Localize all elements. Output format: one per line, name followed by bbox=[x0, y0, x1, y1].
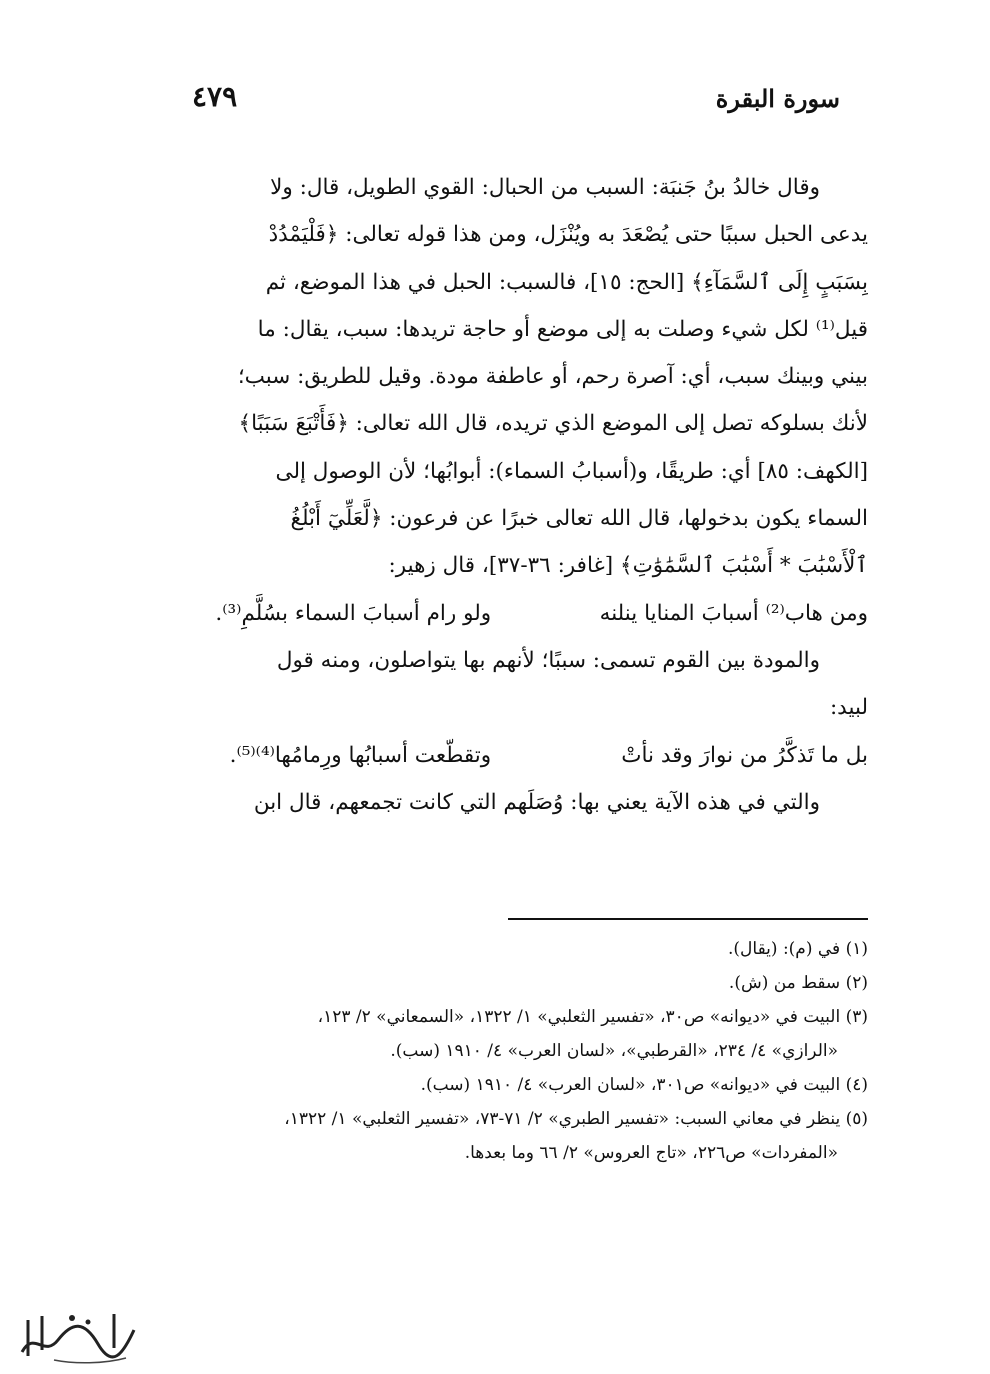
main-text bbox=[130, 164, 868, 826]
footnote-4: (٤) البيت في «ديوانه» ص٣٠١، «لسان العرب» ٤/ ١٩١٠ (سب). bbox=[420, 1075, 868, 1095]
text-line: ٱلْأَسْبَٰبَ * أَسْبَٰبَ ٱلسَّمَٰوَٰتِ﴾ [غافر: ٣٦-٣٧]، قال زهير: bbox=[388, 553, 868, 579]
text-line: لبيد: bbox=[829, 695, 868, 721]
text-line: بِسَبَبٍ إِلَى ٱلسَّمَآءِ﴾ [الحج: ١٥]، فالسبب: الحبل في هذا الموضع، ثم bbox=[265, 269, 868, 295]
text-line: والمودة بين القوم تسمى: سببًا؛ لأنهم بها يتواصلون، ومنه قول bbox=[276, 647, 820, 673]
page-header bbox=[192, 80, 840, 124]
text-line: [الكهف: ٨٥] أي: طريقًا، و(أسبابُ السماء): أبوابُها؛ لأن الوصول إلى bbox=[275, 458, 868, 484]
verse-second-half: وتقطّعت أسبابُها ورِمامُها⁽⁴⁾⁽⁵⁾. bbox=[229, 742, 492, 768]
footnote-3: (٣) البيت في «ديوانه» ص٣٠، «تفسير الثعلبي» ١/ ١٣٢٢، «السمعاني» ٢/ ١٢٣، bbox=[317, 1007, 868, 1027]
footnote-5: (٥) ينظر في معاني السبب: «تفسير الطبري» ٢/ ٧١-٧٣، «تفسير الثعلبي» ١/ ١٣٢٢، bbox=[284, 1109, 868, 1129]
text-line: والتي في هذه الآية يعني بها: وُصَلَهم التي كانت تجمعهم، قال ابن bbox=[253, 789, 820, 815]
footnote-1: (١) في (م): (يقال). bbox=[728, 939, 868, 959]
text-line: بيني وبينك سبب، أي: آصرة رحم، أو عاطفة مودة. وقيل للطريق: سبب؛ bbox=[237, 364, 868, 390]
text-line: لأنك بسلوكه تصل إلى الموضع الذي تريده، قال الله تعالى: ﴿فَأَتْبَعَ سَبَبًا﴾ bbox=[238, 411, 868, 437]
publisher-logo bbox=[14, 1300, 140, 1368]
page-number: ٤٧٩ bbox=[192, 80, 238, 113]
footnote-5-continuation: «المفردات» ص٢٢٦، «تاج العروس» ٢/ ٦٦ وما بعدها. bbox=[464, 1143, 838, 1163]
poetry-verse bbox=[130, 732, 868, 779]
verse-first-half: ومن هاب⁽²⁾ أسبابَ المنايا ينلنه bbox=[599, 600, 868, 626]
text-line: يدعى الحبل سببًا حتى يُصْعَدَ به ويُنْزَل، ومن هذا قوله تعالى: ﴿فَلْيَمْدُدْ bbox=[268, 222, 868, 248]
verse-first-half: بل ما تَذكَّرُ من نوارَ وقد نأتْ bbox=[621, 742, 868, 768]
footnote-3-continuation: «الرازي» ٤/ ٢٣٤، «القرطبي»، «لسان العرب» ٤/ ١٩١٠ (سب). bbox=[390, 1041, 838, 1061]
text-line: السماء يكون بدخولها، قال الله تعالى خبرًا عن فرعون: ﴿لَّعَلِّيٓ أَبْلُغُ bbox=[290, 506, 868, 532]
footnotes bbox=[130, 932, 868, 1170]
poetry-verse bbox=[130, 590, 868, 637]
text-line: قيل⁽¹⁾ لكل شيء وصلت به إلى موضع أو حاجة تريدها: سبب، يقال: ما bbox=[257, 316, 868, 342]
text-line: وقال خالدُ بنُ جَنبَة: السبب من الحبال: القوي الطويل، قال: ولا bbox=[270, 175, 820, 200]
verse-second-half: ولو رام أسبابَ السماء بسُلَّمِ⁽³⁾. bbox=[215, 600, 492, 626]
footnote-separator bbox=[508, 918, 868, 920]
footnote-2: (٢) سقط من (ش). bbox=[728, 973, 868, 993]
surah-title: سورة البقرة bbox=[715, 84, 840, 113]
